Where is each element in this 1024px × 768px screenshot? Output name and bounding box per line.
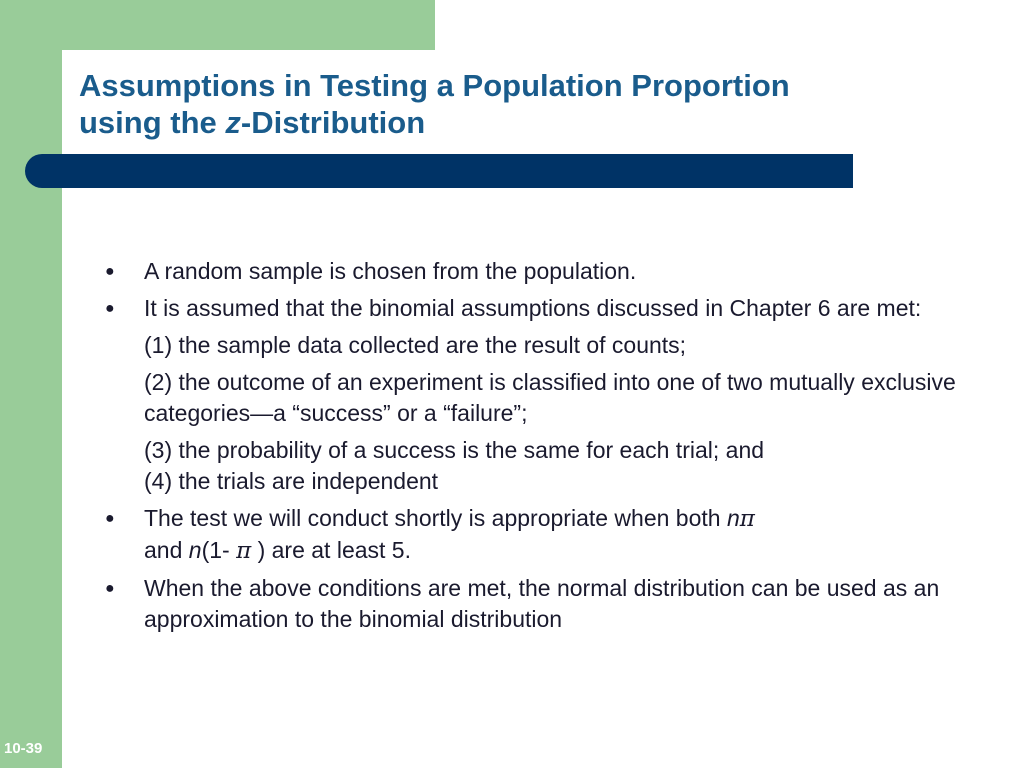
- sub-item: (4) the trials are independent: [144, 468, 439, 494]
- bullet-text: When the above conditions are met, the normal distribution can be used as an approximation to the binomial distribution: [144, 575, 940, 632]
- sub-item: (3) the probability of a success is the same for each trial; and: [144, 437, 765, 463]
- variable-n: n: [726, 505, 740, 531]
- title-z-italic: z: [225, 105, 241, 140]
- title-line-2-suffix: -Distribution: [240, 105, 426, 140]
- left-green-band: [0, 0, 62, 768]
- bullet-text: It is assumed that the binomial assumptions discussed in Chapter 6 are met:: [144, 295, 922, 321]
- title-line-1: Assumptions in Testing a Population Proportion: [79, 68, 790, 103]
- bullet-list: [105, 256, 965, 641]
- bullet-item: [105, 503, 965, 567]
- bullet-text: and: [144, 537, 189, 563]
- bullet-item: [105, 293, 965, 324]
- bullet-item: [105, 573, 965, 635]
- bullet-text: (1-: [201, 537, 237, 563]
- bullet-text: ) are at least 5.: [251, 537, 411, 563]
- title-underline-bar: [25, 154, 853, 188]
- bullet-dot-icon: ●: [105, 263, 115, 280]
- bullet-text: A random sample is chosen from the population.: [144, 258, 637, 284]
- slide-title: [79, 67, 979, 141]
- pi-symbol: π: [739, 506, 755, 532]
- top-green-band: [0, 0, 435, 50]
- bullet-dot-icon: ●: [105, 300, 115, 317]
- bullet-text: The test we will conduct shortly is appropriate when both: [144, 505, 727, 531]
- variable-n: n: [188, 537, 202, 563]
- pi-symbol: π: [236, 538, 252, 564]
- sub-item: (1) the sample data collected are the result of counts;: [144, 332, 687, 358]
- bullet-item: [105, 256, 965, 287]
- sub-item: (2) the outcome of an experiment is classified into one of two mutually exclusive categories—a “success” or a “failure”;: [144, 369, 956, 426]
- bullet-dot-icon: ●: [105, 580, 115, 597]
- slide-number: 10-39: [4, 740, 43, 757]
- title-line-2-prefix: using the: [79, 105, 226, 140]
- bullet-dot-icon: ●: [105, 510, 115, 527]
